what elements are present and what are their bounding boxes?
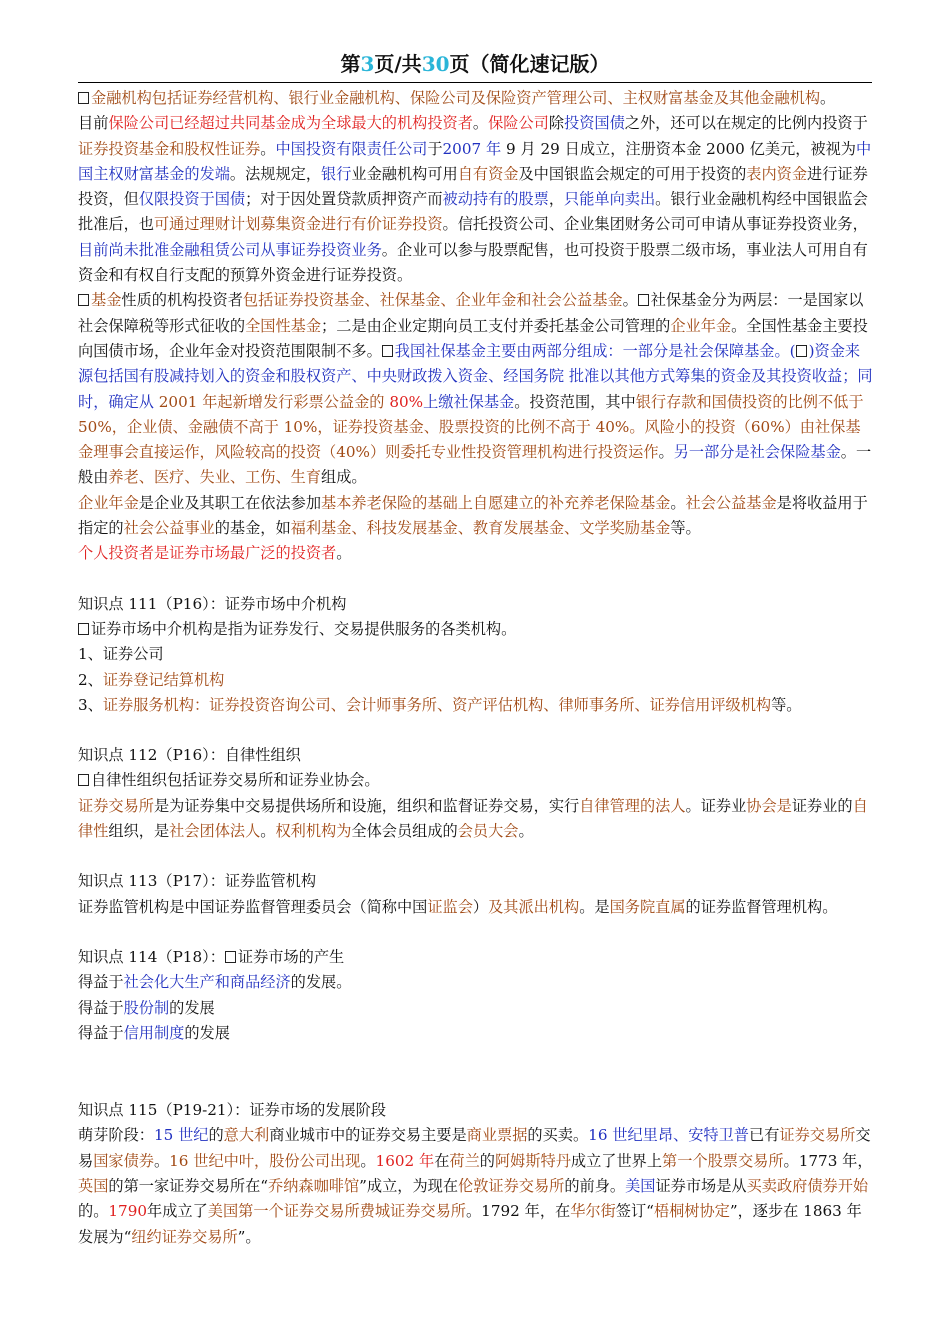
text-run: 阿姆斯特丹 <box>494 1151 571 1170</box>
text-run: 纽约证券交易所 <box>131 1227 238 1246</box>
text-run: 。1792 年，在 <box>465 1202 571 1221</box>
text-run: 萌芽阶段： <box>78 1126 154 1145</box>
text-run: 美国第一个证券交易所费城证券交易所 <box>207 1202 466 1221</box>
text-run: ”。 <box>237 1227 261 1246</box>
text-run: 的发展 <box>184 1023 230 1042</box>
text-run: 的证券监督管理机构。 <box>685 897 838 916</box>
text-run: 及其派出机构 <box>488 897 580 916</box>
text-run: 银行存款和国债投资的比例不低于 50%，企业债、金融债不高于 10%，证券投资基金、股票投资的比例不高于 40%。风险小的投资（60%）由社保基金理事会直接运作，风险较高的投资（40%）则委托专业性投资管理机构进行投资运作 <box>78 392 864 462</box>
document-body <box>78 86 874 1250</box>
text-run: 。 <box>658 443 674 462</box>
text-run: 伦敦证券交易所 <box>458 1176 565 1195</box>
text-run: 进行证券投资，但 <box>78 164 868 209</box>
paragraph <box>78 288 874 490</box>
text-run: 另一部分是社会保险基金 <box>673 443 841 462</box>
text-run: 。是 <box>579 897 610 916</box>
text-run: ”成立，为现在 <box>359 1176 459 1195</box>
text-run: 自律性 <box>78 796 868 841</box>
text-run: 中国投资有限责任公司 <box>275 139 428 158</box>
text-run: 上缴社保基金 <box>423 392 515 411</box>
text-run: 仅限投资于国债 <box>138 190 246 209</box>
text-run: 权利机构为 <box>275 822 352 841</box>
text-run: 乔纳森咖啡馆 <box>268 1176 360 1195</box>
text-run: 第一个股票交易所 <box>662 1151 784 1170</box>
text-run: 自律管理的法人 <box>579 796 686 815</box>
text-run: 16 世纪里昂、安特卫普 <box>588 1126 749 1145</box>
text-run: 基本养老保险的基础上自愿建立的补充养老保险基金 <box>321 493 671 512</box>
text-run: 。一般由 <box>78 443 872 487</box>
checkbox-square-icon <box>78 623 89 635</box>
text-run: 得益于 <box>78 973 124 992</box>
text-run: 之外，还可以在规定的比例内投资于 <box>624 114 868 133</box>
text-run: 可通过理财计划募集资金进行有价证券投资 <box>153 215 443 234</box>
text-run: 。 <box>260 822 276 841</box>
text-run: 80% <box>384 392 424 411</box>
paragraph-spacer <box>78 844 874 869</box>
text-run: 英国 <box>78 1176 109 1195</box>
text-run: ） <box>472 897 489 916</box>
header-rule <box>78 82 872 83</box>
text-run: 自律性组织包括证券交易所和证券业协会。 <box>91 771 380 790</box>
paragraph <box>78 693 874 718</box>
paragraph <box>78 743 874 768</box>
text-run: 荷兰 <box>449 1151 480 1170</box>
text-run: 交易 <box>78 1126 871 1170</box>
text-run: 证券交易所 <box>779 1126 856 1145</box>
paragraph <box>78 541 874 566</box>
paragraph <box>78 592 874 617</box>
text-run: ( <box>789 341 796 360</box>
checkbox-square-icon <box>78 92 89 104</box>
paragraph <box>78 869 874 894</box>
text-run: 投资国债 <box>564 114 625 133</box>
text-run: 国务院直属 <box>609 897 686 916</box>
text-run: 自有资金 <box>457 164 519 183</box>
text-run: 16 世纪中叶，股份公司出现 <box>169 1151 361 1170</box>
text-run: ；二是由企业定期向员工支付并委托基金公司管理的 <box>321 316 671 335</box>
text-run: ”，逐步在 1863 年发展为“ <box>78 1202 862 1246</box>
text-run: 基金 <box>91 291 122 310</box>
text-run: 银行 <box>321 164 352 183</box>
text-run: 证监会 <box>427 897 473 916</box>
text-run: 年成立了 <box>147 1202 208 1221</box>
text-run: 会员大会 <box>457 822 519 841</box>
text-run: 福利基金、科技发展基金、教育发展基金、文学奖励基金 <box>290 519 671 538</box>
text-run: 的发展 <box>169 998 215 1017</box>
text-run: 于 <box>427 139 443 158</box>
text-run: 1790 <box>108 1202 148 1221</box>
paragraph <box>78 970 874 995</box>
header-middle: 页/共 <box>374 52 422 76</box>
text-run: 已有 <box>749 1126 780 1145</box>
text-run: 得益于 <box>78 998 124 1017</box>
text-run: 社会公益基金 <box>685 493 777 512</box>
text-run: 的。 <box>78 1202 109 1221</box>
text-run: 信用制度 <box>123 1023 185 1042</box>
text-run: 15 世纪 <box>153 1126 209 1145</box>
text-run: 保险公司 <box>488 114 549 133</box>
text-run: 社保基金分为两层：一是国家以社会保障税等形式征收的 <box>78 291 864 335</box>
text-run: 股份制 <box>123 998 170 1017</box>
text-run: 梧桐树协定 <box>653 1202 730 1221</box>
text-run: 2、 <box>78 670 103 689</box>
text-run: 证券交易所 <box>78 796 154 815</box>
header-prefix: 第 <box>340 52 361 76</box>
text-run: 是企业及其职工在依法参加 <box>138 493 321 512</box>
text-run: 社会公益事业 <box>123 519 215 538</box>
text-run: 。 <box>153 1151 170 1170</box>
text-run: 。投资范围，其中 <box>514 392 636 411</box>
paragraph <box>78 1098 874 1123</box>
text-run: 的发展。 <box>290 973 352 992</box>
page-header <box>78 50 872 82</box>
paragraph <box>78 945 874 970</box>
text-run: 。证券业 <box>685 796 747 815</box>
total-pages-number: 30 <box>421 52 450 76</box>
text-run: 。 <box>260 139 276 158</box>
paragraph <box>78 491 874 542</box>
text-run: 证券市场是从 <box>655 1176 747 1195</box>
text-run: 。 <box>670 493 686 512</box>
text-run: 2007 年 <box>442 139 502 158</box>
text-run: 。 <box>336 544 352 563</box>
text-run: 。 <box>472 114 489 133</box>
paragraph-spacer <box>78 567 874 592</box>
text-run: 资金来源包括国有股减持划入的资金和股权资产、中央财政拨入资金、经国务院 批准以其他方式筹集的资金及其投资收益；同时，确定从 <box>78 341 873 411</box>
text-run: 被动持有的股票 <box>442 190 549 209</box>
text-run: 。 <box>820 89 836 107</box>
paragraph <box>78 111 874 288</box>
text-run: 业金融机构可用 <box>351 164 458 183</box>
text-run: 全体会员组成的 <box>351 822 458 841</box>
checkbox-square-icon <box>382 345 393 357</box>
paragraph <box>78 768 874 793</box>
text-run: 证券市场的产生 <box>237 947 345 966</box>
text-run: 证券业的 <box>791 796 853 815</box>
text-run: ， <box>548 190 564 209</box>
text-run: 。企业可以参与股票配售，也可投资于股票二级市场，事业法人可用自有资金和有权自行支配的预算外资金进行证券投资。 <box>78 240 868 285</box>
text-run: 知识点 115（P19-21）：证券市场的发展阶段 <box>78 1101 387 1120</box>
text-run: 签订“ <box>615 1202 654 1221</box>
text-run: 。全国性基金主要投向国债市场，企业年金对投资范围限制不多。 <box>78 316 868 360</box>
text-run: 。法规规定， <box>229 164 321 183</box>
text-run: 证券登记结算机构 <box>102 670 225 689</box>
checkbox-square-icon <box>796 345 807 357</box>
paragraph <box>78 794 874 845</box>
text-run: 的基金，如 <box>214 519 291 538</box>
text-run: 证券服务机构：证券投资咨询公司、会计师事务所、资产评估机构、律师事务所、证券信用评级机构 <box>102 695 772 714</box>
text-run: ) <box>808 341 815 360</box>
text-run: 知识点 113（P17）：证券监管机构 <box>78 872 317 891</box>
checkbox-square-icon <box>225 951 236 963</box>
text-run: 。 <box>622 291 638 310</box>
text-run: 在 <box>434 1151 450 1170</box>
text-run: 3、 <box>78 695 103 714</box>
header-suffix: 页（简化速记版） <box>449 52 610 76</box>
text-run: 商业票据 <box>466 1126 528 1145</box>
text-run: 知识点 112（P16）：自律性组织 <box>78 746 301 765</box>
text-run: 商业城市中的证券交易主要是 <box>269 1126 467 1145</box>
text-run: 证券市场中介机构是指为证券发行、交易提供服务的各类机构。 <box>91 619 517 638</box>
text-run: 华尔街 <box>570 1202 616 1221</box>
text-run: 等。 <box>771 695 802 714</box>
text-run: 个人投资者是证券市场最广泛的投资者 <box>78 544 337 563</box>
text-run: 社会团体法人 <box>169 822 261 841</box>
text-run: 2001 年起新增发行彩票公益金的 <box>153 392 385 411</box>
text-run: 组成。 <box>321 468 367 487</box>
text-run: 只能单向卖出 <box>564 190 656 209</box>
text-run: 的 <box>479 1151 495 1170</box>
text-run: 。银行业金融机构经中国银监会批准后，也 <box>78 190 868 234</box>
text-run: 。 <box>360 1151 376 1170</box>
text-run: 知识点 111（P16）：证券市场中介机构 <box>78 594 347 613</box>
text-run: 9 月 29 日成立，注册资本金 2000 亿美元，被视为 <box>501 139 856 158</box>
text-run: 包括证券投资基金、社保基金、企业年金和社会公益基金 <box>242 291 623 310</box>
text-run: 国家债券 <box>93 1151 154 1170</box>
text-run: 的前身。 <box>564 1176 626 1195</box>
paragraph-spacer <box>78 718 874 743</box>
text-run: 1、证券公司 <box>78 645 164 664</box>
text-run: 是将收益用于指定的 <box>78 493 868 538</box>
text-run: 等。 <box>670 519 701 538</box>
text-run: 美国 <box>625 1176 656 1195</box>
paragraph <box>78 996 874 1021</box>
checkbox-square-icon <box>78 774 89 786</box>
text-run: 。 <box>518 822 534 841</box>
text-run: 意大利 <box>223 1126 270 1145</box>
text-run: 得益于 <box>78 1023 124 1042</box>
text-run: 性质的机构投资者 <box>121 291 243 310</box>
text-run: 协会是 <box>746 796 792 815</box>
text-run: 的 <box>208 1126 224 1145</box>
text-run: 中国主权财富基金的发端 <box>78 139 872 183</box>
checkbox-square-icon <box>638 294 649 306</box>
text-run: 1602 年 <box>375 1151 435 1170</box>
text-run: 目前 <box>78 114 109 133</box>
paragraph <box>78 668 874 693</box>
text-run: 的第一家证券交易所在“ <box>108 1176 269 1195</box>
checkbox-square-icon <box>78 294 89 306</box>
paragraph <box>78 1123 874 1249</box>
text-run: 。1773 年， <box>783 1151 873 1170</box>
paragraph-spacer <box>78 1046 874 1098</box>
text-run: 保险公司已经超过共同基金成为全球最大的机构投资者 <box>108 114 473 133</box>
paragraph-spacer <box>78 920 874 945</box>
text-run: 及中国银监会规定的可用于投资的 <box>518 164 747 183</box>
text-run: 我国社保基金主要由两部分组成：一部分是社会保障基金。 <box>394 341 790 360</box>
paragraph <box>78 617 874 642</box>
text-run: 表内资金 <box>746 164 807 183</box>
text-run: 企业年金 <box>670 316 732 335</box>
current-page-number: 3 <box>360 52 375 76</box>
text-run: 组织，是 <box>108 822 170 841</box>
text-run: 企业年金 <box>78 493 139 512</box>
text-run: 养老、医疗、失业、工伤、生育 <box>108 468 321 487</box>
paragraph <box>78 86 874 111</box>
text-run: 除 <box>548 114 564 133</box>
text-run: 的买卖。 <box>527 1126 589 1145</box>
paragraph <box>78 895 874 920</box>
text-run: 社会化大生产和商品经济 <box>123 973 291 992</box>
paragraph <box>78 642 874 667</box>
text-run: 成立了世界上 <box>570 1151 663 1170</box>
text-run: ；对于因处置贷款质押资产而 <box>245 190 443 209</box>
text-run: 买卖政府债券开始 <box>746 1176 869 1195</box>
text-run: 目前尚未批准金融租赁公司从事证券投资业务 <box>78 240 382 259</box>
text-run: 是为证券集中交易提供场所和设施，组织和监督证券交易，实行 <box>153 796 580 815</box>
text-run: 证券投资基金和股权性证券 <box>78 139 261 158</box>
text-run: 知识点 114（P18）： <box>78 947 225 966</box>
text-run: 全国性基金 <box>245 316 321 335</box>
text-run: 。信托投资公司、企业集团财务公司可申请从事证券投资业务， <box>442 215 868 234</box>
text-run: 金融机构包括证券经营机构、银行业金融机构、保险公司及保险资产管理公司、主权财富基金及其他金融机构 <box>91 89 820 107</box>
text-run: 证券监管机构是中国证券监督管理委员会（简称中国 <box>78 897 428 916</box>
paragraph <box>78 1021 874 1046</box>
